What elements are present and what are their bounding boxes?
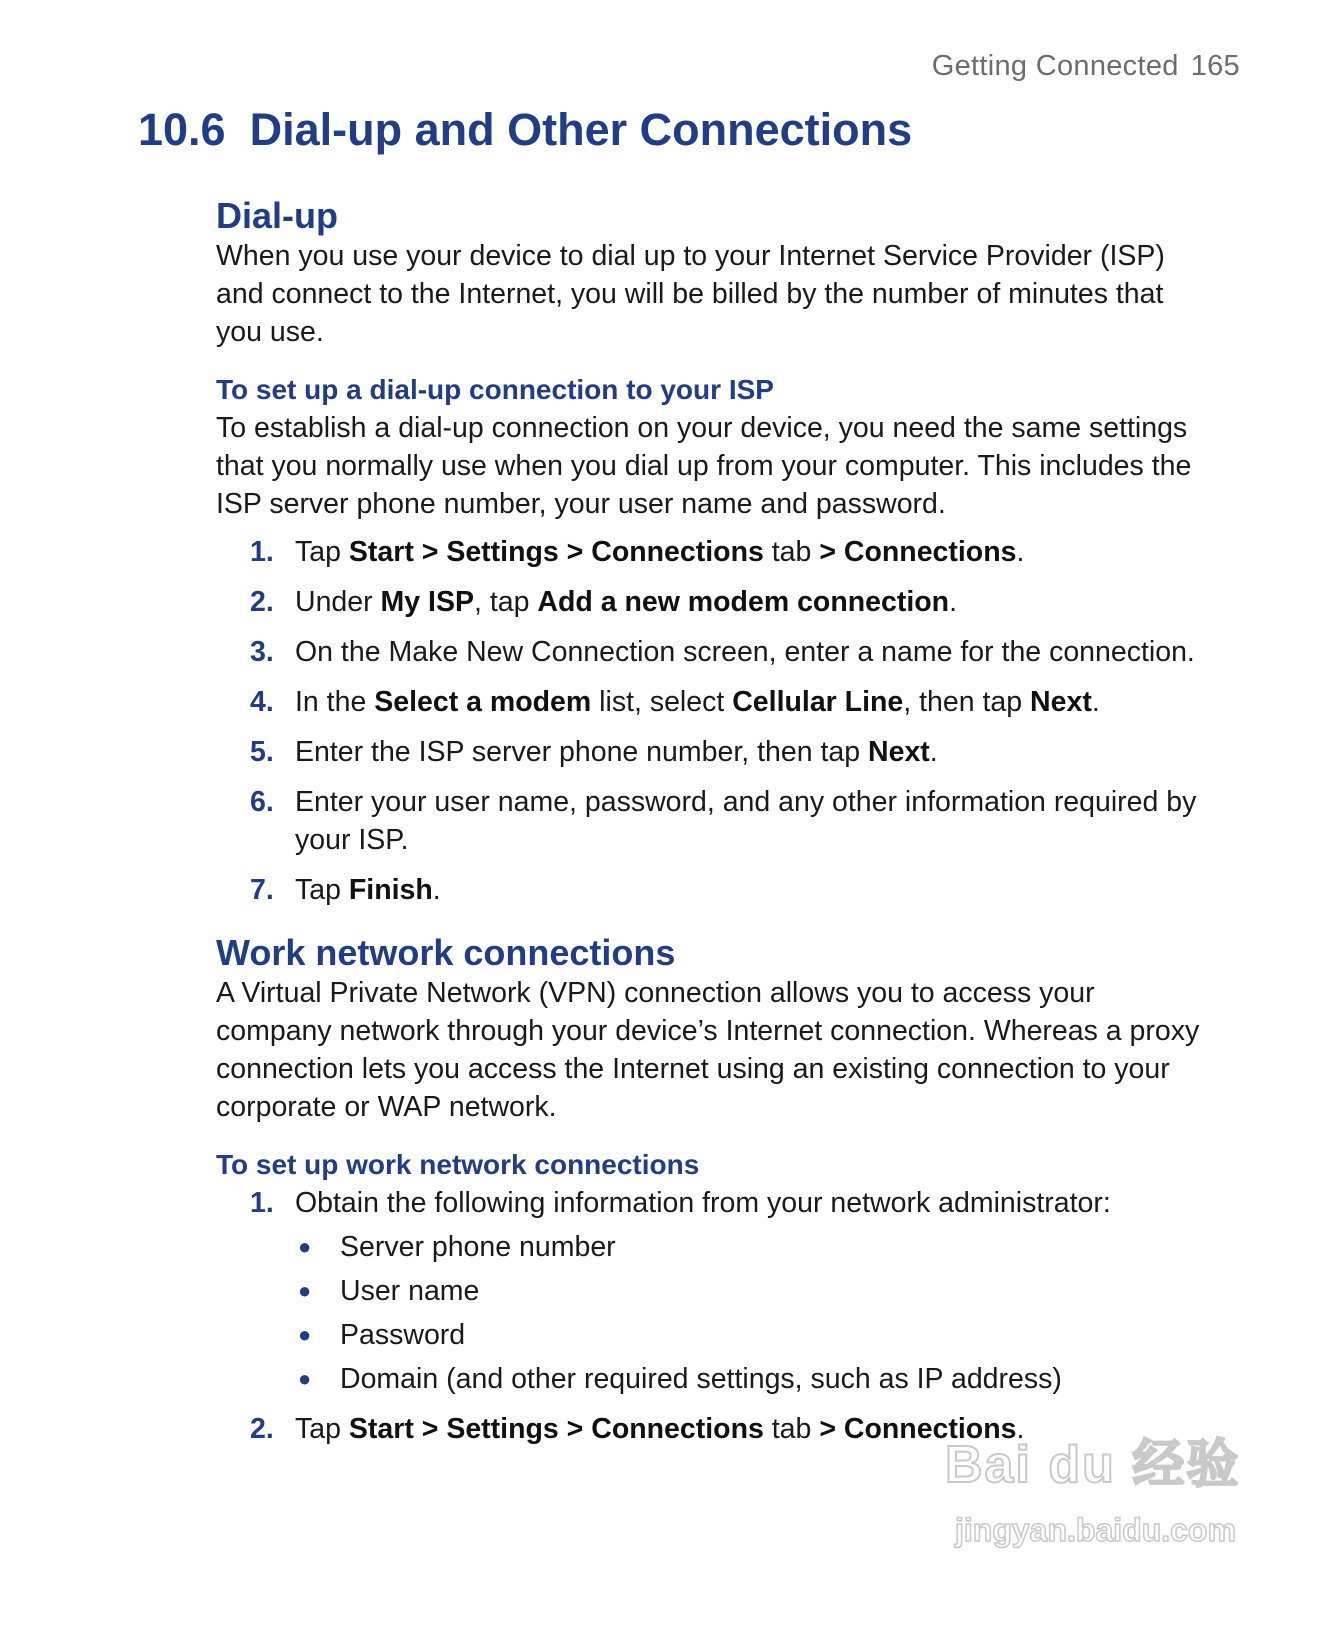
list-item	[250, 533, 1216, 571]
list-item	[298, 1228, 1216, 1266]
ui-label: Connections	[843, 535, 1017, 568]
step-text: , then tap	[903, 685, 1031, 718]
ui-label: Finish	[348, 873, 433, 906]
baidu-watermark	[945, 1412, 1265, 1562]
list-item	[298, 1360, 1216, 1398]
step-text: Under	[295, 585, 381, 618]
step-text	[414, 1413, 422, 1445]
ui-label: Select a modem	[374, 685, 592, 718]
ui-label: >	[421, 1412, 439, 1445]
work-heading: Work network connections	[216, 931, 676, 973]
ui-label: >	[819, 1412, 836, 1445]
dialup-steps	[216, 533, 1216, 909]
bullet-icon: ●	[298, 1321, 312, 1347]
watermark-logo: Bai du 经验	[945, 1436, 1241, 1494]
step-text: tab	[763, 1412, 820, 1445]
ui-label: >	[566, 535, 584, 568]
step-number: 2.	[250, 1412, 274, 1445]
page-content	[216, 194, 1216, 1460]
step-number: 4.	[250, 685, 274, 718]
work-section	[216, 931, 1216, 1448]
work-intro: A Virtual Private Network (VPN) connection allows you to access your company network through your device’s Internet connection. Whereas a proxy connection lets you access the Internet using an existing connection to your corporate or WAP network.	[216, 977, 1200, 1124]
info-bullets	[295, 1228, 1216, 1398]
work-procedure-heading: To set up work network connections	[216, 1149, 700, 1181]
step-number: 6.	[250, 785, 274, 818]
dialup-section	[216, 194, 1216, 909]
ui-label: >	[819, 535, 836, 568]
dialup-heading: Dial-up	[216, 195, 338, 236]
step-text: On the Make New Connection screen, enter a name for the connection.	[295, 635, 1195, 668]
step-text: In the	[295, 685, 375, 718]
step-text: Obtain the following information from your network administrator:	[295, 1186, 1111, 1219]
ui-label: Settings	[446, 535, 559, 568]
step-text	[836, 1413, 844, 1445]
ui-label: Next	[1030, 685, 1092, 718]
ui-label: Start	[348, 535, 414, 568]
step-text: .	[929, 735, 938, 768]
ui-label: My ISP	[380, 585, 474, 618]
bullet-text: Domain (and other required settings, such as IP address)	[340, 1362, 1062, 1395]
bullet-text: Server phone number	[340, 1230, 616, 1263]
dialup-procedure-heading: To set up a dial-up connection to your ISP	[216, 374, 774, 406]
step-text: .	[1091, 685, 1100, 718]
dialup-procedure-intro: To establish a dial-up connection on your device, you need the same settings that you normally use when you dial up from your computer. This includes the ISP server phone number, your user name and password.	[216, 411, 1192, 520]
step-text: tab	[763, 535, 820, 568]
step-text: , tap	[474, 585, 538, 618]
step-text: Tap	[295, 535, 349, 568]
step-text	[414, 536, 422, 568]
step-text: list, select	[591, 685, 733, 718]
bullet-text: User name	[340, 1274, 480, 1307]
page-number: 165	[1190, 50, 1240, 82]
ui-label: Connections	[591, 1412, 764, 1445]
step-number: 2.	[250, 585, 274, 618]
chapter-title-text: Dial-up and Other Connections	[249, 104, 913, 155]
list-item	[250, 583, 1216, 621]
ui-label: Add a new modem connection	[537, 585, 950, 618]
step-number: 1.	[250, 535, 274, 568]
bullet-icon: ●	[298, 1365, 312, 1391]
list-item	[298, 1316, 1216, 1354]
bullet-icon: ●	[298, 1233, 312, 1259]
step-number: 1.	[250, 1186, 274, 1219]
watermark-url: jingyan.baidu.com	[955, 1512, 1236, 1548]
step-text: Enter the ISP server phone number, then tap	[295, 735, 869, 768]
chapter-title	[138, 104, 912, 156]
list-item	[250, 733, 1216, 771]
step-text: .	[1016, 1412, 1025, 1445]
ui-label: Cellular Line	[732, 685, 904, 718]
step-text	[559, 1413, 567, 1445]
step-number: 7.	[250, 873, 274, 906]
step-text: .	[432, 873, 441, 906]
dialup-intro: When you use your device to dial up to your Internet Service Provider (ISP) and connect to the Internet, you will be billed by the number of minutes that you use.	[216, 240, 1165, 349]
work-steps	[216, 1184, 1216, 1448]
bullet-icon: ●	[298, 1277, 312, 1303]
step-text: .	[949, 585, 958, 618]
step-number: 3.	[250, 635, 274, 668]
ui-label: Next	[868, 735, 930, 768]
list-item	[250, 1184, 1216, 1398]
list-item	[250, 871, 1216, 909]
ui-label: Connections	[591, 535, 764, 568]
step-text: Tap	[295, 873, 349, 906]
bullet-text: Password	[340, 1318, 466, 1351]
list-item	[250, 683, 1216, 721]
step-text: Tap	[295, 1412, 349, 1445]
chapter-number: 10.6	[138, 104, 226, 155]
step-text	[559, 536, 567, 568]
step-text: Enter your user name, password, and any other information required by your ISP.	[295, 785, 1197, 856]
ui-label: Start	[348, 1412, 414, 1445]
running-head-section: Getting Connected	[931, 50, 1179, 82]
step-number: 5.	[250, 735, 274, 768]
ui-label: >	[566, 1412, 584, 1445]
ui-label: Settings	[446, 1412, 559, 1445]
list-item	[250, 633, 1216, 671]
step-text	[836, 536, 844, 568]
running-head	[932, 50, 1240, 83]
ui-label: >	[421, 535, 439, 568]
list-item	[298, 1272, 1216, 1310]
ui-label: Connections	[843, 1412, 1017, 1445]
step-text: .	[1016, 535, 1025, 568]
list-item	[250, 783, 1216, 859]
